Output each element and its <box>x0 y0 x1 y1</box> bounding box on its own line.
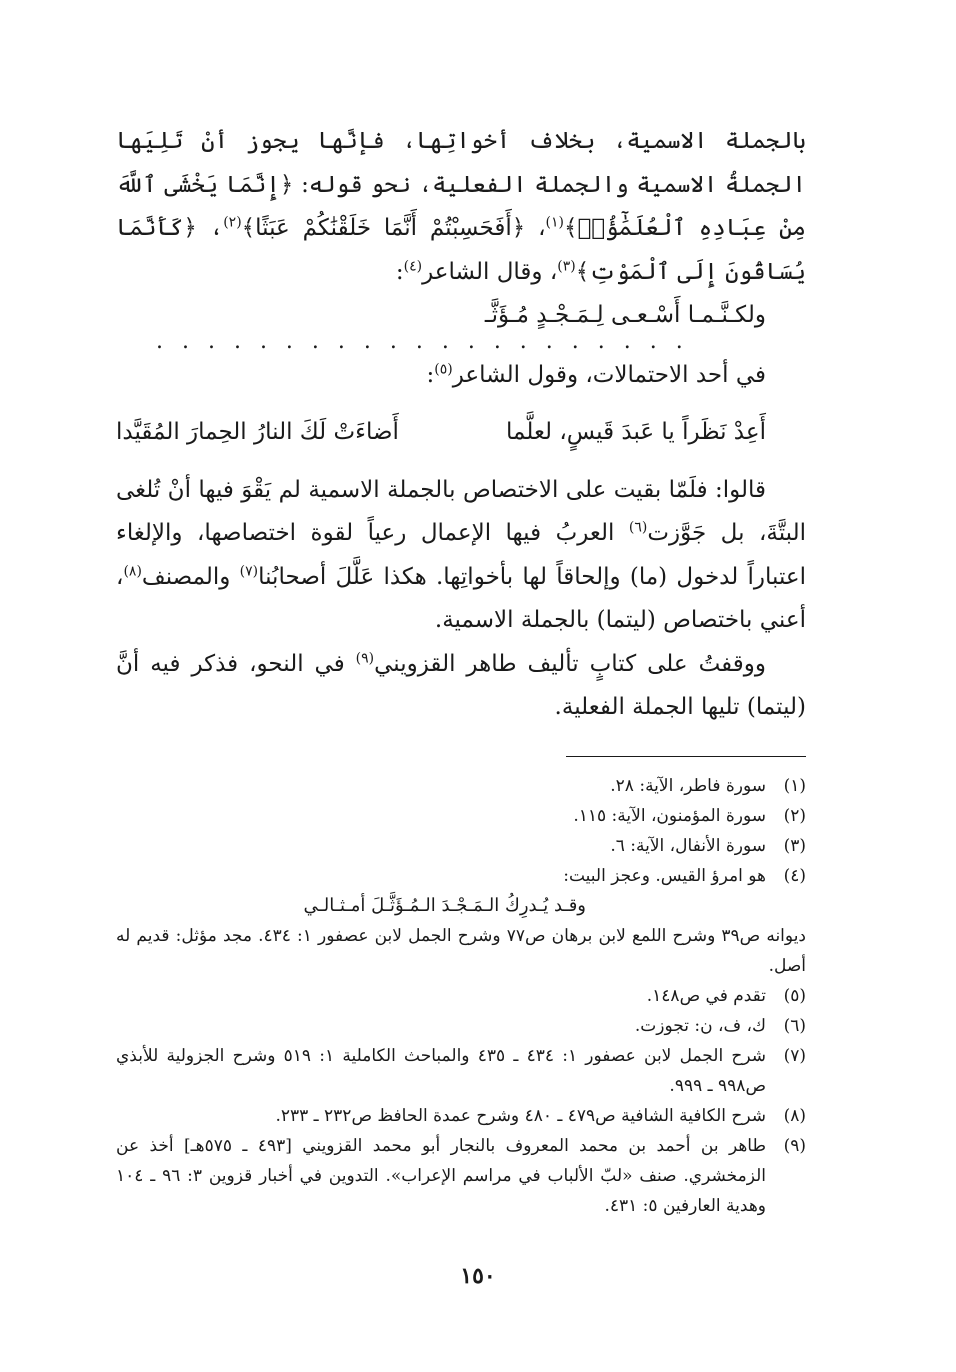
footnote-ref-6[interactable]: (٦) <box>628 519 648 536</box>
p4-text-b: في النحو، فذكر فيه أنَّ (ليتما) تليها الجملة الفعلية. <box>116 650 806 720</box>
paragraph-2 <box>116 354 806 398</box>
footnote-6 <box>116 1011 806 1041</box>
p1-text-d: ، وقال الشاعر <box>422 258 558 285</box>
p3-text-a: قالوا: فلَمّا بقيت على الاختصاص بالجملة الاسمية لم يَقْوَ فيها أنْ تُلغى البتَّةَ، بل جَوَّزت <box>116 476 806 546</box>
paragraph-1 <box>116 120 806 294</box>
footnote-text: ك، ف، ن: تجوزت. <box>634 1015 766 1036</box>
footnote-text: هو امرؤ القيس. وعجز البيت: <box>563 865 766 886</box>
footnote-ref-2[interactable]: (٢) <box>223 214 242 231</box>
footnote-8 <box>116 1101 806 1131</box>
main-text <box>116 120 806 730</box>
verse-2-second-hemistich: أَضاءَتْ لَكَ النارُ الحِمارَ المُقَيَّدا <box>116 419 399 445</box>
p2-text-end: : <box>426 361 435 388</box>
footnote-ref-3[interactable]: (٣) <box>557 257 576 274</box>
p3-text-b: العربُ فيها الإعمال رعياً لقوة اختصاصها، والإلغاء اعتباراً لدخول (ما) وإلحاقاً لها بأخواتِها. هكذا عَلَّلَ أصحابُنا <box>116 520 806 590</box>
footnote-text: طاهر بن أحمد بن محمد المعروف بالنجار أبو محمد القزويني [٤٩٣ ـ ٥٧٥هـ] أخذ عن الزمخشري. صنف «لبّ الألباب في مراسم الإعراب». التدوين في أخبار قزوين ٣: ٩٦ ـ ١٠٤ وهدية العارفين ٥: ٤٣١. <box>116 1135 767 1216</box>
footnote-ref-4[interactable]: (٤) <box>403 257 423 274</box>
verse-2 <box>116 411 806 455</box>
footnotes <box>116 771 806 1221</box>
p1-text-b: ، ﴿أَفَحَسِبْتُمْ أَنَّمَا خَلَقْنَٰكُمْ عَبَثًا﴾ <box>241 215 546 241</box>
footnote-number: (٥) <box>783 985 806 1006</box>
p4-text-a: ووقفتُ على كتابٍ تأليف طاهر القزويني <box>374 650 766 677</box>
verse-2-first-hemistich: أَعِدْ نَظَراً يا عَبدَ قَيسٍ، لعلَّما <box>506 419 766 445</box>
footnote-text: شرح الكافية الشافية ص٤٧٩ ـ ٤٨٠ وشرح عمدة الحافظ ص٢٣٢ ـ ٢٣٣. <box>275 1105 766 1126</box>
footnote-3 <box>116 831 806 861</box>
footnote-text: شرح الجمل لابن عصفور ١: ٤٣٤ ـ ٤٣٥ والمباحث الكاملية ١: ٥١٩ وشرح الجزولية للأبذي ص٩٩٨ ـ ٩٩٩. <box>116 1045 766 1096</box>
p1-text: بالجملة الاسمية، بخلاف أخواتِها، فإنَّها يجوز أنْ تَلِيَها الجملةُ الاسمية والجملة الفعلية، نحو قوله: ﴿إِنَّمَا يَخْشَى ٱللَّهَ مِنْ عِبَادِهِ ٱلْعُلَمَٰٓؤُا۟﴾ <box>116 128 807 241</box>
paragraph-3 <box>116 469 806 643</box>
p3-text-d: ، أعني باختصاص (ليتما) بالجملة الاسمية. <box>116 563 806 633</box>
footnote-ref-7[interactable]: (٧) <box>239 562 259 579</box>
verse-1-hemistich: ولكـنَّـمـا أَسْـعـى لِـمَـجْـدٍ مُـؤَثَّـ <box>484 302 766 328</box>
p2-text: في أحد الاحتمالات، وقول الشاعر <box>452 361 766 388</box>
footnote-text: سورة المؤمنون، الآية: ١١٥. <box>573 805 766 826</box>
footnote-number: (٢) <box>783 805 806 826</box>
footnote-number: (٦) <box>783 1015 806 1036</box>
footnote-text: سورة فاطر، الآية: ٢٨. <box>610 775 766 796</box>
footnote-9 <box>116 1131 806 1221</box>
footnote-4-verse: وقـد يُـدرِكُ الـمَـجْـدَ الـمُـؤَثَّـلَ أمـثـالـي <box>303 894 586 916</box>
page-number: ١٥٠ <box>460 1263 496 1289</box>
paragraph-4 <box>116 643 806 730</box>
footnote-ref-5[interactable]: (٥) <box>434 360 453 377</box>
footnote-1 <box>116 771 806 801</box>
footnote-4 <box>116 861 806 891</box>
footnote-2 <box>116 801 806 831</box>
p3-text-c: والمصنف <box>141 563 240 590</box>
footnote-number: (٩) <box>783 1135 806 1156</box>
footnote-number: (١) <box>783 775 806 796</box>
footnote-ref-9[interactable]: (٩) <box>355 649 375 666</box>
p1-text-c: ، ﴿كَأَنَّمَا يُسَاقُونَ إِلَى ٱلْمَوْتِ﴾ <box>116 215 806 285</box>
verse-1-ellipsis: . . . . . . . . . . . . . . . . . . . . . <box>156 328 689 354</box>
footnote-ref-1[interactable]: (١) <box>545 214 565 231</box>
p1-text-e: : <box>395 258 404 285</box>
footnote-7 <box>116 1041 806 1101</box>
footnote-text: سورة الأنفال، الآية: ٦. <box>610 835 766 856</box>
footnote-5 <box>116 981 806 1011</box>
footnote-separator <box>566 756 806 757</box>
footnote-number: (٨) <box>783 1105 806 1126</box>
footnote-number: (٧) <box>783 1045 806 1066</box>
footnote-text: تقدم في ص١٤٨. <box>646 985 766 1006</box>
footnote-ref-8[interactable]: (٨) <box>123 562 142 579</box>
footnote-number: (٣) <box>783 835 806 856</box>
footnote-4-continuation: ديوانه ص٣٩ وشرح اللمع لابن برهان ص٧٧ وشرح الجمل لابن عصفور ١: ٤٣٤. مجد مؤثل: قديم له أصل. <box>116 925 806 976</box>
page-body <box>116 120 806 1221</box>
footnote-number: (٤) <box>783 865 806 886</box>
